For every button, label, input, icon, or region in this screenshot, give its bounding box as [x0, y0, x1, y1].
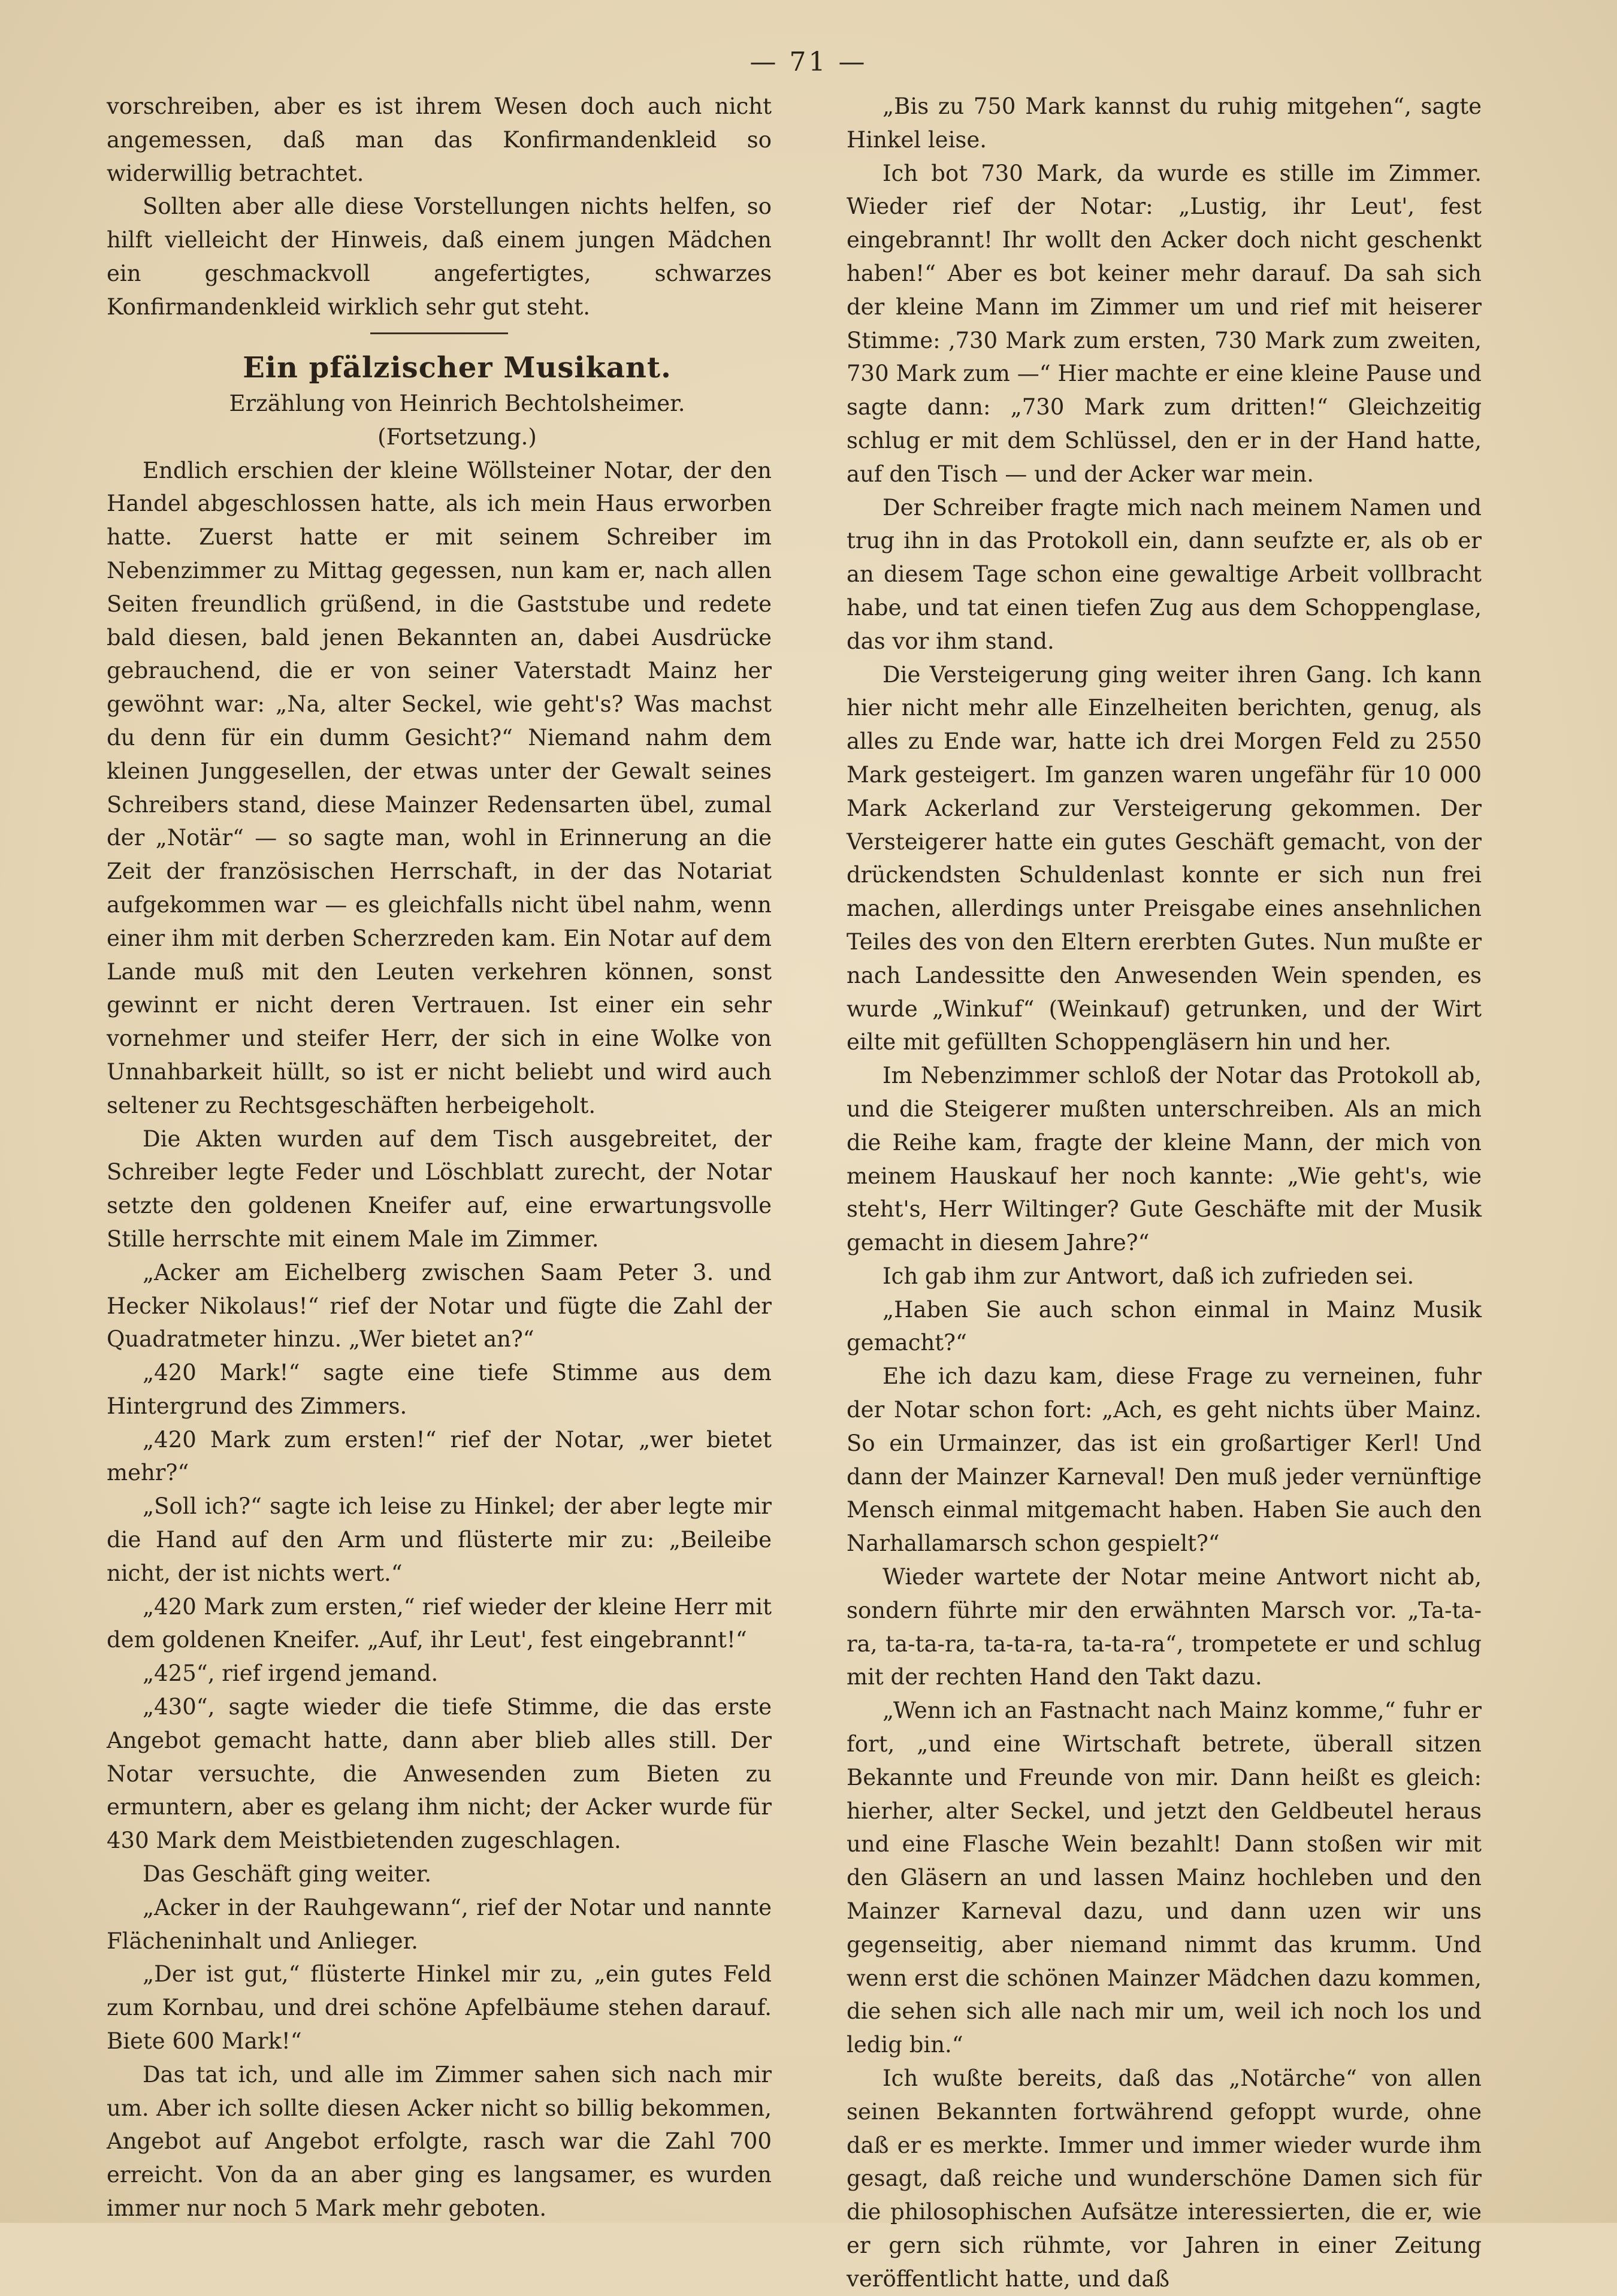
- story-paragraph: „Der ist gut,“ flüsterte Hinkel mir zu, „ein gutes Feld zum Kornbau, und drei schöne Apfelbäume stehen darauf. Biete 600 Mark!“: [107, 1961, 772, 2055]
- story-paragraph: „Wenn ich an Fastnacht nach Mainz komme,“ fuhr er fort, „und eine Wirtschaft betrete, überall sitzen Bekannte und Freunde von mir. Dann heißt es gleich: hierher, alter Seckel, und jetzt den Geldbeutel heraus und eine Flasche Wein bezahlt! Dann stoßen wir mit den Gläsern an und lassen Mainz hochleben und den Mainzer Karneval dazu, und dann uzen wir uns gegenseitig, aber niemand nimmt das krumm. Und wenn erst die schönen Mainzer Mädchen dazu kommen, die sehen sich alle nach mir um, weil ich noch los und ledig bin.“: [847, 1698, 1482, 2058]
- story-paragraph: „420 Mark!“ sagte eine tiefe Stimme aus dem Hintergrund des Zimmers.: [107, 1360, 772, 1419]
- story-paragraph: Ich wußte bereits, daß das „Notärche“ von allen seinen Bekannten fortwährend gefoppt wurde, ohne daß er es merkte. Immer und immer wieder wurde ihm gesagt, daß reiche und wunderschöne Damen sich für die philosophischen Aufsätze interessierten, die er, wie er gern sich rühmte, vor Jahren in einer Zeitung veröffentlicht hatte, und daß: [847, 2065, 1482, 2292]
- story-paragraph: „Haben Sie auch schon einmal in Mainz Musik gemacht?“: [847, 1296, 1482, 1356]
- left-column: [107, 90, 772, 2225]
- story-paragraph: Das tat ich, und alle im Zimmer sahen sich nach mir um. Aber ich sollte diesen Acker nicht so billig bekommen, Angebot auf Angebot erfolgte, rasch war die Zahl 700 erreicht. Von da an aber ging es langsamer, es wurden immer nur noch 5 Mark mehr geboten.: [107, 2061, 772, 2222]
- story-paragraph: „425“, rief irgend jemand.: [143, 1660, 439, 1687]
- story-paragraph: Der Schreiber fragte mich nach meinem Namen und trug ihn in das Protokoll ein, dann seufzte er, als ob er an diesem Tage schon eine gewaltige Arbeit vollbracht habe, und tat einen tiefen Zug aus dem Schoppenglase, das vor ihm stand.: [847, 494, 1482, 654]
- story-title: Ein pfälzischer Musikant.: [243, 350, 672, 385]
- story-paragraph: „430“, sagte wieder die tiefe Stimme, die das erste Angebot gemacht hatte, dann aber blieb alles still. Der Notar versuchte, die Anwesenden zum Bieten zu ermuntern, aber es gelang ihm nicht; der Acker wurde für 430 Mark dem Meistbietenden zugeschlagen.: [107, 1694, 772, 1854]
- story-paragraph: „420 Mark zum ersten!“ rief der Notar, „wer bietet mehr?“: [107, 1426, 772, 1486]
- right-column: [847, 90, 1482, 2296]
- story-paragraph: „Acker in der Rauhgewann“, rief der Notar und nannte Flächeninhalt und Anlieger.: [107, 1894, 772, 1954]
- intro-paragraph: vorschreiben, aber es ist ihrem Wesen doch auch nicht angemessen, daß man das Konfirmandenkleid so widerwillig betrachtet.: [107, 93, 772, 186]
- intro-paragraph: Sollten aber alle diese Vorstellungen nichts helfen, so hilft vielleicht der Hinweis, daß einem jungen Mädchen ein geschmackvoll angefertigtes, schwarzes Konfirmandenkleid wirklich sehr gut steht.: [107, 193, 772, 320]
- story-paragraph: Ich bot 730 Mark, da wurde es stille im Zimmer. Wieder rief der Notar: „Lustig, ihr Leut', fest eingebrannt! Ihr wollt den Acker doch nicht geschenkt haben!“ Aber es bot keiner mehr darauf. Da sah sich der kleine Mann im Zimmer um und rief mit heiserer Stimme: ‚730 Mark zum ersten, 730 Mark zum zweiten, 730 Mark zum —“ Hier machte er eine kleine Pause und sagte dann: „730 Mark zum dritten!“ Gleichzeitig schlug er mit dem Schlüssel, den er in der Hand hatte, auf den Tisch — und der Acker war mein.: [847, 160, 1482, 487]
- story-paragraph: Im Nebenzimmer schloß der Notar das Protokoll ab, und die Steigerer mußten unterschreiben. Als an mich die Reihe kam, fragte der kleine Mann, der mich von meinem Hauskauf her noch kannte: „Wie geht's, wie steht's, Herr Wiltinger? Gute Geschäfte mit der Musik gemacht in diesem Jahre?“: [847, 1063, 1482, 1256]
- story-paragraph: Die Versteigerung ging weiter ihren Gang. Ich kann hier nicht mehr alle Einzelheiten berichten, genug, als alles zu Ende war, hatte ich drei Morgen Feld zu 2550 Mark gesteigert. Im ganzen waren ungefähr für 10 000 Mark Ackerland zur Versteigerung gekommen. Der Versteigerer hatte ein gutes Geschäft gemacht, von der drückendsten Schuldenlast konnte er sich nun frei machen, allerdings unter Preisgabe eines ansehnlichen Teiles des von den Eltern ererbten Gutes. Nun mußte er nach Landessitte den Anwesenden Wein spenden, es wurde „Winkuf“ (Weinkauf) getrunken, und der Wirt eilte mit gefüllten Schoppengläsern hin und her.: [847, 661, 1482, 1055]
- continuation-note: (Fortsetzung.): [377, 423, 537, 450]
- story-paragraph: „420 Mark zum ersten,“ rief wieder der kleine Herr mit dem goldenen Kneifer. „Auf, ihr Leut', fest eingebrannt!“: [107, 1593, 772, 1653]
- story-paragraph: Endlich erschien der kleine Wöllsteiner Notar, der den Handel abgeschlossen hatte, als ich mein Haus erworben hatte. Zuerst hatte er mit seinem Schreiber im Nebenzimmer zu Mittag gegessen, nun kam er, nach allen Seiten freundlich grüßend, in die Gaststube und redete bald diesen, bald jenen Bekannten an, dabei Ausdrücke gebrauchend, die er von seiner Vaterstadt Mainz her gewöhnt war: „Na, alter Seckel, wie geht's? Was machst du denn für ein dumm Gesicht?“ Niemand nahm dem kleinen Junggesellen, der etwas unter der Gewalt seines Schreibers stand, diese Mainzer Redensarten übel, zumal der „Notär“ — so sagte man, wohl in Erinnerung an die Zeit der französischen Herrschaft, in der das Notariat aufgekommen war — es gleichfalls nicht übel nahm, wenn einer ihm mit derben Scherzreden kam. Ein Notar auf dem Lande muß mit den Leuten verkehren können, sonst gewinnt er nicht deren Vertrauen. Ist einer ein sehr vornehmer und steifer Herr, der sich in eine Wolke von Unnahbarkeit hüllt, so ist er nicht beliebt und wird auch seltener zu Rechtsgeschäften herbeigeholt.: [107, 457, 772, 1118]
- story-paragraph: „Soll ich?“ sagte ich leise zu Hinkel; der aber legte mir die Hand auf den Arm und flüsterte mir zu: „Beileibe nicht, der ist nichts wert.“: [107, 1493, 772, 1586]
- story-byline: Erzählung von Heinrich Bechtolsheimer.: [229, 390, 685, 416]
- story-paragraph: „Acker am Eichelberg zwischen Saam Peter 3. und Hecker Nikolaus!“ rief der Notar und fügte die Zahl der Quadratmeter hinzu. „Wer bietet an?“: [107, 1259, 772, 1353]
- story-paragraph: Die Akten wurden auf dem Tisch ausgebreitet, der Schreiber legte Feder und Löschblatt zurecht, der Notar setzte den goldenen Kneifer auf, eine erwartungsvolle Stille herrschte mit einem Male im Zimmer.: [107, 1126, 772, 1252]
- story-paragraph: Wieder wartete der Notar meine Antwort nicht ab, sondern führte mir den erwähnten Marsch vor. „Ta-ta-ra, ta-ta-ra, ta-ta-ra, ta-ta-ra“, trompetete er und schlug mit der rechten Hand den Takt dazu.: [847, 1564, 1482, 1690]
- story-paragraph: Ehe ich dazu kam, diese Frage zu verneinen, fuhr der Notar schon fort: „Ach, es geht nichts über Mainz. So ein Urmainzer, das ist ein großartiger Kerl! Und dann der Mainzer Karneval! Den muß jeder vernünftige Mensch einmal mitgemacht haben. Haben Sie auch den Narhallamarsch schon gespielt?“: [847, 1363, 1482, 1557]
- story-paragraph: Das Geschäft ging weiter.: [143, 1861, 432, 1887]
- story-paragraph: Ich gab ihm zur Antwort, daß ich zufrieden sei.: [882, 1263, 1415, 1289]
- story-paragraph: „Bis zu 750 Mark kannst du ruhig mitgehen“, sagte Hinkel leise.: [847, 93, 1482, 153]
- page-number: — 71 —: [749, 47, 868, 77]
- section-divider: [370, 332, 508, 334]
